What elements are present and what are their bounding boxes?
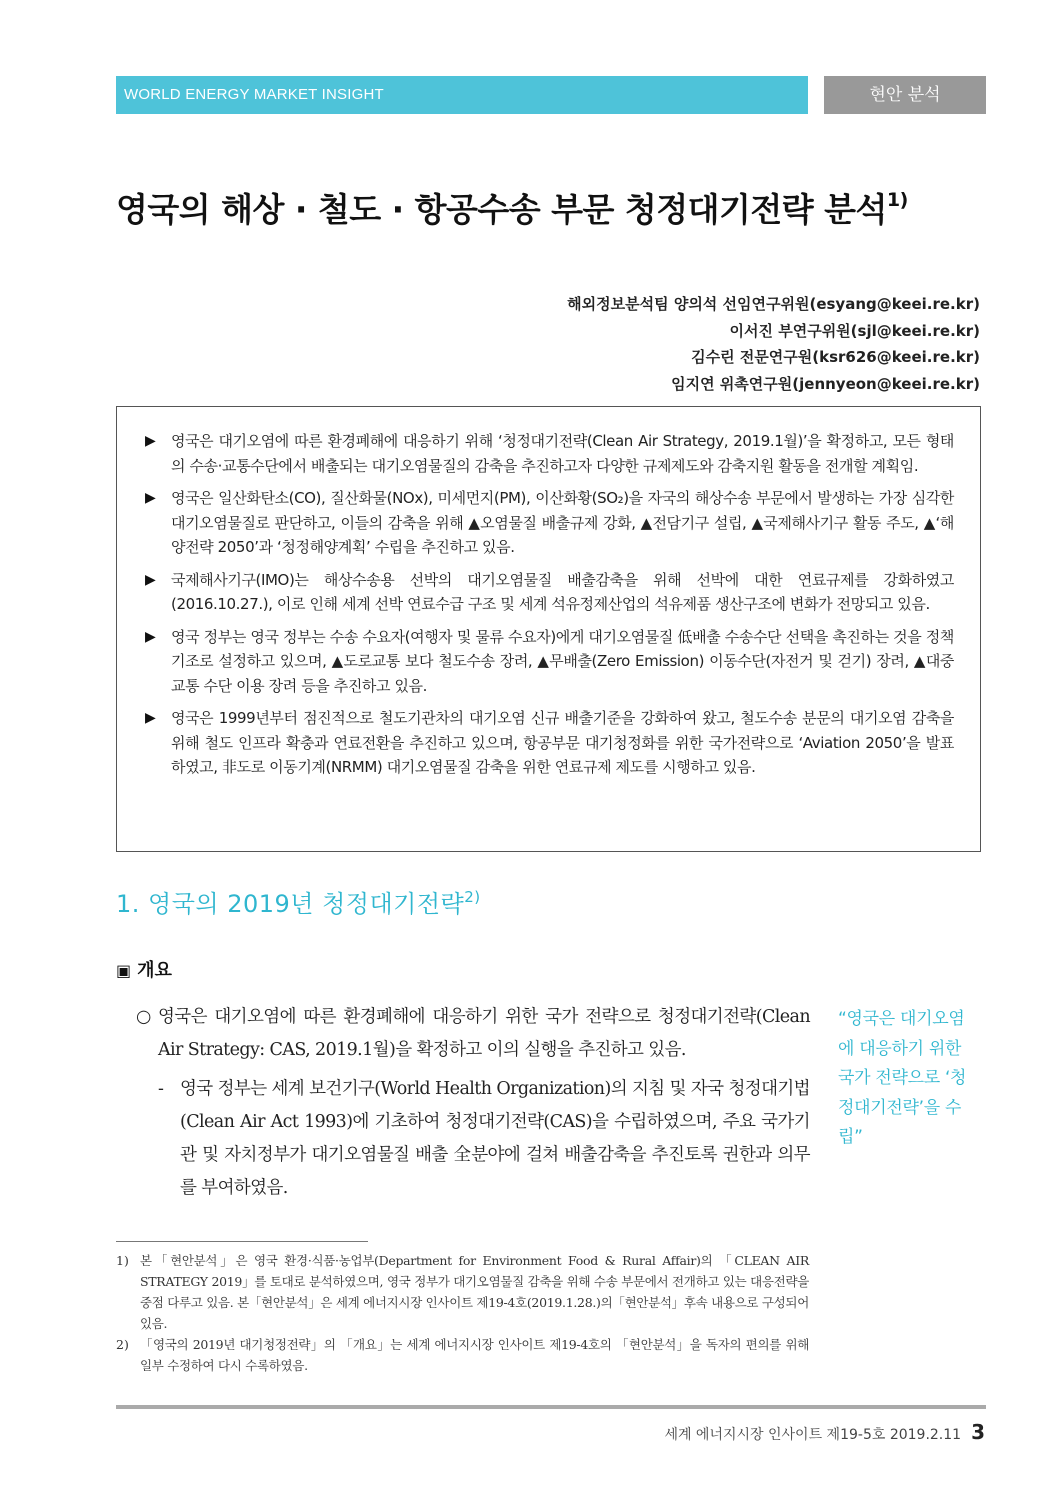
footnote-divider (116, 1241, 368, 1242)
subheading-text: 개요 (137, 960, 172, 981)
section-footnote-ref[interactable]: 2) (464, 888, 481, 906)
dash-bullet-icon: - (158, 1079, 164, 1099)
footnotes (116, 1250, 809, 1376)
author-line: 해외정보분석팀 양의석 선임연구위원(esyang@keei.re.kr) (567, 295, 980, 313)
summary-item (145, 429, 954, 478)
summary-item-text: 영국 정부는 영국 정부는 수송 수요자(여행자 및 물류 수요자)에게 대기오염물질 低배출 수송수단 선택을 촉진하는 것을 정책기조로 설정하고 있으며, ▲도로교통 보다 철도수송 장려, ▲무배출(Zero Emission) 이동수단(자전거 및 걷기) 장려, ▲대중교통 수단 이용 장려 등을 추진하고 있음. (171, 627, 954, 695)
author-line: 김수린 전문연구원(ksr626@keei.re.kr) (691, 348, 980, 366)
publication-brand: WORLD ENERGY MARKET INSIGHT (124, 86, 384, 103)
main-paragraph-text: 영국은 대기오염에 따른 환경폐해에 대응하기 위한 국가 전략으로 청정대기전략(Clean Air Strategy: CAS, 2019.1월)을 확정하고 이의 실행을 추진하고 있음. (158, 1007, 810, 1060)
triangle-bullet-icon: ▶ (145, 433, 156, 449)
author-list (567, 291, 980, 397)
author-line: 이서진 부연구위원(sjl@keei.re.kr) (729, 321, 980, 340)
footer-divider (116, 1405, 986, 1409)
page-footer (664, 1420, 985, 1444)
triangle-bullet-icon: ▶ (145, 571, 156, 588)
title-footnote-ref[interactable]: 1) (886, 189, 908, 211)
body-text (136, 1001, 810, 1205)
circle-bullet-icon: ○ (136, 1007, 152, 1027)
section-heading (116, 884, 481, 919)
footer-publication: 세계 에너지시장 인사이트 제19-5호 2019.2.11 (664, 1427, 962, 1443)
summary-item-text: 영국은 1999년부터 점진적으로 철도기관차의 대기오염 신규 배출기준을 강화하여 왔고, 철도수송 분문의 대기오염 감축을 위해 철도 인프라 확충과 연료전환을 추진하고 있으며, 항공부문 대기청정화를 위한 국가전략으로 ‘Aviation 2050’을 발표하였고, 非도로 이동기계(NRMM) 대기오염물질 감축을 위한 연료규제 제도를 시행하고 있음. (171, 709, 954, 776)
footnote (116, 1250, 809, 1334)
summary-item (145, 706, 954, 780)
section-tag: 현안 분석 (824, 76, 986, 114)
sub-paragraph (136, 1073, 810, 1205)
main-paragraph (136, 1001, 810, 1067)
summary-item (145, 568, 954, 617)
sub-paragraph-text: 영국 정부는 세계 보건기구(World Health Organization)의 지침 및 자국 청정대기법(Clean Air Act 1993)에 기초하여 청정대기전략(CAS)을 수립하였으며, 주요 국가기관 및 자치정부가 대기오염물질 배출 全분야에 걸쳐 배출감축을 추진토록 권한과 의무를 부여하였음. (180, 1079, 810, 1198)
triangle-bullet-icon: ▶ (145, 710, 156, 726)
footnote-number: 2) (116, 1337, 129, 1352)
footnote-number: 1) (116, 1253, 129, 1268)
footnote-text: 「영국의 2019년 대기청정전략」의 「개요」는 세계 에너지시장 인사이트 제19-4호의 「현안분석」을 독자의 편의를 위해 일부 수정하여 다시 수록하였음. (140, 1337, 809, 1373)
section-heading-text: 1. 영국의 2019년 청정대기전략 (116, 890, 465, 918)
summary-box (116, 406, 981, 852)
page-number: 3 (971, 1420, 985, 1444)
footnote (116, 1334, 809, 1376)
square-bullet-icon: ▣ (116, 961, 132, 980)
page-title (116, 184, 986, 231)
triangle-bullet-icon: ▶ (145, 628, 156, 645)
author-line: 임지연 위촉연구원(jennyeon@keei.re.kr) (671, 374, 980, 393)
page-title-text: 영국의 해상 · 철도 · 항공수송 부문 청정대기전략 분석 (116, 190, 887, 229)
footnote-text: 본「현안분석」은 영국 환경·식품·농업부(Department for Environment Food & Rural Affair)의 「CLEAN AIR STRATEGY 2019」를 토대로 분석하였으며, 영국 정부가 대기오염물질 감축을 위해 수송 부문에서 전개하고 있는 대응전략을 중점 다루고 있음. 본「현안분석」은 세계 에너지시장 인사이트 제19-4호(2019.1.28.)의「현안분석」후속 내용으로 구성되어 있음. (140, 1253, 809, 1331)
triangle-bullet-icon: ▶ (145, 490, 156, 506)
subheading (116, 956, 172, 982)
summary-item (145, 486, 954, 560)
summary-item (145, 625, 954, 699)
publication-header-bar (116, 76, 808, 114)
pull-quote: “영국은 대기오염에 대응하기 위한 국가 전략으로 ‘청정대기전략’을 수립” (838, 1009, 967, 1147)
summary-item-text: 영국은 일산화탄소(CO), 질산화물(NOx), 미세먼지(PM), 이산화황(SO₂)을 자국의 해상수송 부문에서 발생하는 가장 심각한 대기오염물질로 판단하고, 이들의 감축을 위해 ▲오염물질 배출규제 강화, ▲전담기구 설립, ▲국제해사기구 활동 주도, ▲‘해양전략 2050’과 ‘청정해양계획’ 수립을 추진하고 있음. (171, 489, 954, 556)
summary-item-text: 국제해사기구(IMO)는 해상수송용 선박의 대기오염물질 배출감축을 위해 선박에 대한 연료규제를 강화하였고(2016.10.27.), 이로 인해 세계 선박 연료수급 구조 및 세계 석유정제산업의 석유제품 생산구조에 변화가 전망되고 있음. (171, 570, 954, 613)
summary-item-text: 영국은 대기오염에 따른 환경폐해에 대응하기 위해 ‘청정대기전략(Clean Air Strategy, 2019.1월)’을 확정하고, 모든 형태의 수송·교통수단에서 배출되는 대기오염물질의 감축을 추진하고자 다양한 규제제도와 감축지원 활동을 전개할 계획임. (171, 432, 954, 475)
